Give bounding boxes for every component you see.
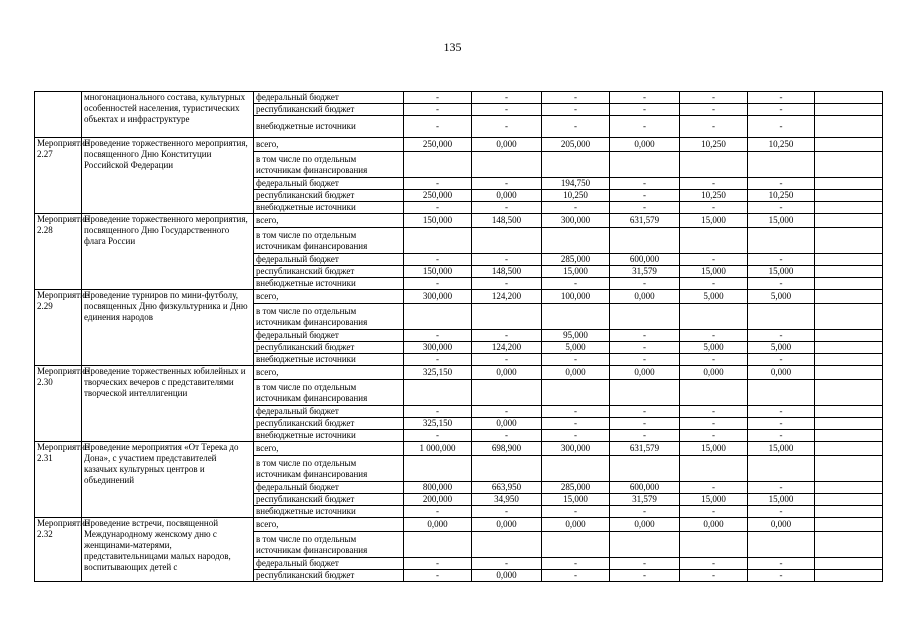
funding-source-label: всего,: [254, 214, 404, 228]
amount-cell: [610, 532, 680, 558]
amount-cell: -: [404, 430, 472, 442]
amount-cell: 0,000: [542, 366, 610, 380]
amount-cell: [404, 456, 472, 482]
amount-cell: -: [680, 92, 748, 104]
amount-cell: -: [680, 104, 748, 116]
amount-cell: -: [748, 354, 815, 366]
amount-cell: 10,250: [748, 190, 815, 202]
amount-cell: -: [542, 278, 610, 290]
amount-cell: -: [610, 178, 680, 190]
amount-cell: [815, 92, 883, 104]
amount-cell: -: [542, 116, 610, 138]
amount-cell: [815, 366, 883, 380]
amount-cell: [404, 228, 472, 254]
amount-cell: [815, 152, 883, 178]
amount-cell: [404, 380, 472, 406]
amount-cell: 15,000: [680, 494, 748, 506]
amount-cell: -: [680, 406, 748, 418]
activity-title: Проведение торжественного мероприятия, посвященного Дню Конституции Российской Федерации: [82, 138, 254, 214]
amount-cell: -: [610, 354, 680, 366]
funding-source-label: внебюджетные источники: [254, 430, 404, 442]
page-number: 135: [443, 40, 462, 54]
funding-source-label: в том числе по отдельным источникам финансирования: [254, 152, 404, 178]
amount-cell: 10,250: [748, 138, 815, 152]
amount-cell: [815, 482, 883, 494]
funding-source-label: в том числе по отдельным источникам финансирования: [254, 532, 404, 558]
amount-cell: -: [472, 406, 542, 418]
amount-cell: [815, 254, 883, 266]
amount-cell: 5,000: [680, 342, 748, 354]
amount-cell: 148,500: [472, 266, 542, 278]
amount-cell: [680, 456, 748, 482]
amount-cell: [472, 304, 542, 330]
funding-source-label: республиканский бюджет: [254, 570, 404, 582]
amount-cell: [542, 228, 610, 254]
amount-cell: -: [610, 104, 680, 116]
amount-cell: 300,000: [404, 342, 472, 354]
amount-cell: 200,000: [404, 494, 472, 506]
amount-cell: 15,000: [748, 214, 815, 228]
amount-cell: [472, 456, 542, 482]
funding-source-label: федеральный бюджет: [254, 482, 404, 494]
amount-cell: 600,000: [610, 254, 680, 266]
amount-cell: [748, 380, 815, 406]
amount-cell: [542, 380, 610, 406]
amount-cell: -: [680, 116, 748, 138]
amount-cell: 15,000: [748, 266, 815, 278]
amount-cell: -: [542, 570, 610, 582]
amount-cell: [815, 406, 883, 418]
funding-source-label: республиканский бюджет: [254, 418, 404, 430]
amount-cell: -: [748, 254, 815, 266]
amount-cell: [680, 304, 748, 330]
amount-cell: [542, 152, 610, 178]
amount-cell: -: [680, 506, 748, 518]
amount-cell: -: [748, 330, 815, 342]
amount-cell: -: [610, 278, 680, 290]
amount-cell: 15,000: [680, 266, 748, 278]
amount-cell: -: [542, 558, 610, 570]
amount-cell: [815, 342, 883, 354]
funding-source-label: внебюджетные источники: [254, 354, 404, 366]
activity-code: [35, 92, 82, 138]
amount-cell: -: [610, 406, 680, 418]
amount-cell: [815, 178, 883, 190]
amount-cell: 300,000: [542, 442, 610, 456]
amount-cell: -: [542, 418, 610, 430]
amount-cell: 5,000: [680, 290, 748, 304]
funding-source-label: федеральный бюджет: [254, 178, 404, 190]
funding-source-label: в том числе по отдельным источникам финансирования: [254, 380, 404, 406]
amount-cell: 600,000: [610, 482, 680, 494]
table-row: [35, 92, 883, 104]
amount-cell: -: [404, 506, 472, 518]
amount-cell: 15,000: [748, 494, 815, 506]
amount-cell: [472, 532, 542, 558]
amount-cell: -: [542, 506, 610, 518]
amount-cell: -: [748, 178, 815, 190]
activity-title: многонационального состава, культурных особенностей населения, туристических объектах и инфраструктуре: [82, 92, 254, 138]
amount-cell: 0,000: [472, 418, 542, 430]
activity-title: Проведение торжественных юбилейных и творческих вечеров с представителями творческой интеллигенции: [82, 366, 254, 442]
funding-source-label: внебюджетные источники: [254, 202, 404, 214]
amount-cell: 250,000: [404, 138, 472, 152]
amount-cell: -: [542, 104, 610, 116]
amount-cell: [815, 290, 883, 304]
amount-cell: [815, 228, 883, 254]
amount-cell: 15,000: [680, 214, 748, 228]
funding-source-label: всего,: [254, 442, 404, 456]
amount-cell: 0,000: [610, 366, 680, 380]
amount-cell: 0,000: [748, 518, 815, 532]
amount-cell: 663,950: [472, 482, 542, 494]
amount-cell: -: [542, 202, 610, 214]
amount-cell: 5,000: [748, 342, 815, 354]
table-row: [35, 442, 883, 456]
amount-cell: -: [680, 482, 748, 494]
table-row: [35, 518, 883, 532]
amount-cell: 31,579: [610, 266, 680, 278]
amount-cell: [815, 494, 883, 506]
amount-cell: -: [748, 92, 815, 104]
amount-cell: -: [610, 570, 680, 582]
amount-cell: 0,000: [472, 366, 542, 380]
amount-cell: 285,000: [542, 254, 610, 266]
amount-cell: -: [748, 116, 815, 138]
amount-cell: -: [404, 92, 472, 104]
amount-cell: 0,000: [404, 518, 472, 532]
funding-source-label: федеральный бюджет: [254, 254, 404, 266]
amount-cell: -: [610, 202, 680, 214]
amount-cell: 0,000: [610, 138, 680, 152]
amount-cell: 124,200: [472, 342, 542, 354]
amount-cell: -: [680, 418, 748, 430]
amount-cell: [610, 228, 680, 254]
amount-cell: 148,500: [472, 214, 542, 228]
activity-code: Мероприятие 2.29: [35, 290, 82, 366]
amount-cell: 150,000: [404, 266, 472, 278]
amount-cell: [815, 430, 883, 442]
activity-title: Проведение мероприятия «От Терека до Дона», с участием представителей казачьих культурных центров и объединений: [82, 442, 254, 518]
amount-cell: 15,000: [542, 494, 610, 506]
amount-cell: [680, 228, 748, 254]
amount-cell: [748, 456, 815, 482]
amount-cell: -: [610, 116, 680, 138]
amount-cell: -: [748, 406, 815, 418]
amount-cell: [815, 418, 883, 430]
amount-cell: [748, 228, 815, 254]
amount-cell: -: [610, 558, 680, 570]
amount-cell: 0,000: [472, 570, 542, 582]
funding-source-label: республиканский бюджет: [254, 342, 404, 354]
amount-cell: [404, 304, 472, 330]
budget-table-body: [35, 92, 883, 582]
amount-cell: -: [680, 558, 748, 570]
amount-cell: 300,000: [542, 214, 610, 228]
amount-cell: -: [472, 178, 542, 190]
amount-cell: [472, 380, 542, 406]
amount-cell: -: [472, 254, 542, 266]
activity-title: Проведение турниров по мини-футболу, посвященных Дню физкультурника и Дню единения народов: [82, 290, 254, 366]
amount-cell: -: [748, 418, 815, 430]
amount-cell: -: [404, 116, 472, 138]
amount-cell: -: [680, 354, 748, 366]
funding-source-label: республиканский бюджет: [254, 190, 404, 202]
amount-cell: 698,900: [472, 442, 542, 456]
amount-cell: -: [610, 342, 680, 354]
amount-cell: 10,250: [680, 190, 748, 202]
amount-cell: 5,000: [748, 290, 815, 304]
amount-cell: 100,000: [542, 290, 610, 304]
amount-cell: -: [404, 178, 472, 190]
amount-cell: -: [542, 406, 610, 418]
amount-cell: 15,000: [680, 442, 748, 456]
amount-cell: 15,000: [748, 442, 815, 456]
funding-source-label: внебюджетные источники: [254, 506, 404, 518]
funding-source-label: внебюджетные источники: [254, 278, 404, 290]
amount-cell: [680, 152, 748, 178]
amount-cell: 631,579: [610, 442, 680, 456]
funding-source-label: федеральный бюджет: [254, 558, 404, 570]
amount-cell: -: [404, 570, 472, 582]
amount-cell: [815, 518, 883, 532]
amount-cell: [815, 138, 883, 152]
amount-cell: -: [404, 558, 472, 570]
amount-cell: -: [404, 406, 472, 418]
amount-cell: -: [542, 354, 610, 366]
table-row: [35, 366, 883, 380]
amount-cell: 194,750: [542, 178, 610, 190]
amount-cell: 0,000: [748, 366, 815, 380]
amount-cell: [680, 532, 748, 558]
amount-cell: [815, 190, 883, 202]
amount-cell: 0,000: [610, 518, 680, 532]
amount-cell: 1 000,000: [404, 442, 472, 456]
amount-cell: 10,250: [542, 190, 610, 202]
amount-cell: -: [472, 354, 542, 366]
amount-cell: 124,200: [472, 290, 542, 304]
amount-cell: [748, 532, 815, 558]
amount-cell: 5,000: [542, 342, 610, 354]
amount-cell: -: [748, 202, 815, 214]
table-row: [35, 290, 883, 304]
amount-cell: -: [472, 116, 542, 138]
amount-cell: 0,000: [610, 290, 680, 304]
amount-cell: [815, 558, 883, 570]
amount-cell: 15,000: [542, 266, 610, 278]
amount-cell: [815, 304, 883, 330]
amount-cell: 34,950: [472, 494, 542, 506]
amount-cell: [542, 532, 610, 558]
amount-cell: 300,000: [404, 290, 472, 304]
amount-cell: -: [472, 104, 542, 116]
amount-cell: 0,000: [472, 518, 542, 532]
amount-cell: -: [680, 202, 748, 214]
amount-cell: -: [680, 430, 748, 442]
amount-cell: [472, 228, 542, 254]
amount-cell: -: [748, 570, 815, 582]
activity-code: Мероприятие 2.32: [35, 518, 82, 582]
amount-cell: [542, 304, 610, 330]
amount-cell: 0,000: [472, 190, 542, 202]
amount-cell: -: [748, 104, 815, 116]
amount-cell: -: [610, 92, 680, 104]
amount-cell: 0,000: [680, 366, 748, 380]
amount-cell: -: [404, 104, 472, 116]
activity-code: Мероприятие 2.31: [35, 442, 82, 518]
funding-source-label: внебюджетные источники: [254, 116, 404, 138]
amount-cell: [815, 202, 883, 214]
amount-cell: [815, 570, 883, 582]
amount-cell: -: [610, 506, 680, 518]
amount-cell: -: [680, 330, 748, 342]
amount-cell: -: [748, 506, 815, 518]
funding-source-label: всего,: [254, 366, 404, 380]
amount-cell: [610, 380, 680, 406]
funding-source-label: федеральный бюджет: [254, 92, 404, 104]
amount-cell: -: [472, 430, 542, 442]
funding-source-label: в том числе по отдельным источникам финансирования: [254, 304, 404, 330]
activity-code: Мероприятие 2.30: [35, 366, 82, 442]
amount-cell: [815, 116, 883, 138]
table-row: [35, 138, 883, 152]
amount-cell: [815, 330, 883, 342]
amount-cell: 0,000: [542, 518, 610, 532]
activity-code: Мероприятие 2.28: [35, 214, 82, 290]
budget-table: [34, 91, 883, 582]
amount-cell: -: [748, 482, 815, 494]
amount-cell: -: [680, 278, 748, 290]
activity-code: Мероприятие 2.27: [35, 138, 82, 214]
amount-cell: 0,000: [472, 138, 542, 152]
amount-cell: -: [542, 430, 610, 442]
amount-cell: -: [748, 430, 815, 442]
amount-cell: -: [472, 506, 542, 518]
amount-cell: -: [610, 330, 680, 342]
funding-source-label: в том числе по отдельным источникам финансирования: [254, 456, 404, 482]
amount-cell: [815, 506, 883, 518]
amount-cell: 205,000: [542, 138, 610, 152]
amount-cell: -: [472, 202, 542, 214]
amount-cell: 285,000: [542, 482, 610, 494]
activity-title: Проведение торжественного мероприятия, посвященного Дню Государственного флага России: [82, 214, 254, 290]
amount-cell: -: [680, 254, 748, 266]
amount-cell: 631,579: [610, 214, 680, 228]
amount-cell: 10,250: [680, 138, 748, 152]
funding-source-label: в том числе по отдельным источникам финансирования: [254, 228, 404, 254]
amount-cell: 800,000: [404, 482, 472, 494]
table-row: [35, 214, 883, 228]
funding-source-label: республиканский бюджет: [254, 266, 404, 278]
amount-cell: [815, 532, 883, 558]
amount-cell: 250,000: [404, 190, 472, 202]
amount-cell: [815, 442, 883, 456]
amount-cell: -: [610, 190, 680, 202]
amount-cell: [748, 304, 815, 330]
amount-cell: [815, 266, 883, 278]
amount-cell: -: [610, 418, 680, 430]
funding-source-label: республиканский бюджет: [254, 104, 404, 116]
amount-cell: -: [680, 570, 748, 582]
amount-cell: -: [542, 92, 610, 104]
amount-cell: -: [680, 178, 748, 190]
amount-cell: [815, 104, 883, 116]
amount-cell: -: [472, 558, 542, 570]
amount-cell: [472, 152, 542, 178]
amount-cell: -: [404, 330, 472, 342]
amount-cell: -: [748, 558, 815, 570]
funding-source-label: всего,: [254, 518, 404, 532]
amount-cell: 325,150: [404, 366, 472, 380]
amount-cell: [542, 456, 610, 482]
amount-cell: [610, 456, 680, 482]
amount-cell: -: [472, 278, 542, 290]
amount-cell: -: [404, 254, 472, 266]
amount-cell: [404, 152, 472, 178]
amount-cell: -: [610, 430, 680, 442]
amount-cell: 31,579: [610, 494, 680, 506]
funding-source-label: федеральный бюджет: [254, 406, 404, 418]
amount-cell: 150,000: [404, 214, 472, 228]
activity-title: Проведение встречи, посвященной Международному женскому дню с женщинами-матерями, представительницами малых народов, воспитывающих детей с: [82, 518, 254, 582]
amount-cell: [610, 152, 680, 178]
amount-cell: -: [404, 202, 472, 214]
amount-cell: -: [472, 330, 542, 342]
amount-cell: 95,000: [542, 330, 610, 342]
funding-source-label: всего,: [254, 290, 404, 304]
funding-source-label: федеральный бюджет: [254, 330, 404, 342]
amount-cell: -: [404, 354, 472, 366]
amount-cell: -: [748, 278, 815, 290]
amount-cell: [680, 380, 748, 406]
funding-source-label: всего,: [254, 138, 404, 152]
amount-cell: -: [472, 92, 542, 104]
amount-cell: [815, 278, 883, 290]
amount-cell: [815, 214, 883, 228]
amount-cell: [815, 380, 883, 406]
amount-cell: -: [404, 278, 472, 290]
amount-cell: [610, 304, 680, 330]
amount-cell: 325,150: [404, 418, 472, 430]
amount-cell: [404, 532, 472, 558]
funding-source-label: республиканский бюджет: [254, 494, 404, 506]
amount-cell: [748, 152, 815, 178]
amount-cell: [815, 456, 883, 482]
amount-cell: [815, 354, 883, 366]
amount-cell: 0,000: [680, 518, 748, 532]
